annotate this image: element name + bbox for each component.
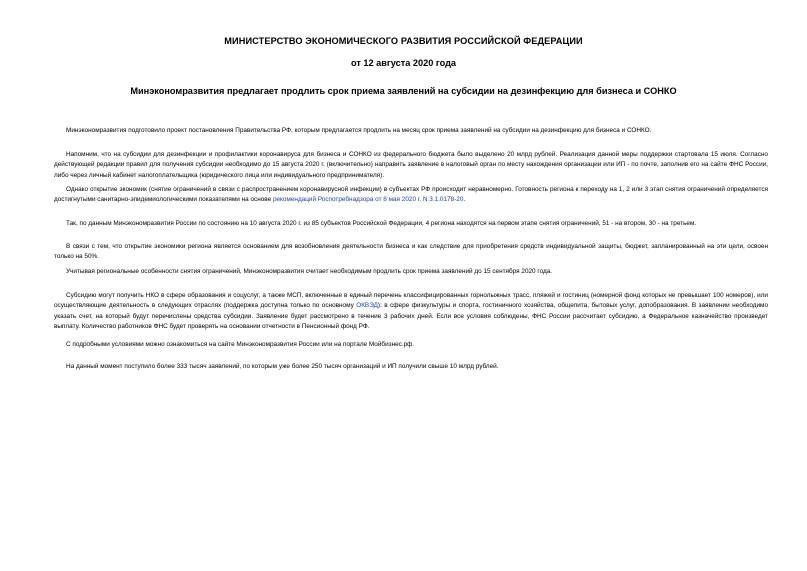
paragraph-6: Учитывая региональные особенности снятия ограничений, Минэкономразвития считает необходимым продлить срок приема заявлений до 15 сентября 2020 года. — [66, 268, 553, 275]
paragraph-5: В связи с тем, что открытие экономики региона является основанием для возобновления деятельности бизнеса и как следствие для приобретения средств индивидуальной защиты, бюджет, запланированный на эти цели, освоен только на 50%. — [54, 243, 768, 261]
paragraph-4: Так, по данным Минэкономразвития России по состоянию на 10 августа 2020 г. из 85 субъектов Российской Федерации, 4 региона находятся на первом этапе снятия ограничений, 51 - на втором, 30 - на третьем. — [66, 220, 697, 227]
paragraph-9: На данный момент поступило более 333 тысяч заявлений, по которым уже более 250 тысяч организаций и ИП получили свыше 10 млрд рублей. — [66, 363, 499, 370]
paragraph-1: Минэкономразвития подготовило проект постановления Правительства РФ, которым предлагается продлить на месяц срок приема заявлений на субсидии на дезинфекцию для бизнеса и СОНКО. — [66, 127, 652, 134]
ministry-heading: МИНИСТЕРСТВО ЭКОНОМИЧЕСКОГО РАЗВИТИЯ РОССИЙСКОЙ ФЕДЕРАЦИИ — [224, 36, 583, 46]
paragraph-7-end: ): в сфере физкультуры и спорта, гостиничного хозяйства, общепита, бытовых услуг, допобразования. В заявлении необходимо указать счет, на который будут перечислены средства субсидии. Заявление будет рассмотрено в течение 3 рабочих дней. Если все условия соблюдены, ФНС России рассчитает субсидию, а Федеральное казначейство произведет выплату. Количество работников ФНС будет проверять на основании отчетности в Пенсионный фонд РФ. — [54, 302, 768, 331]
paragraph-3-text: Однако открытие экономик (снятие ограничений в связи с распространением коронавирусной инфекции) в субъектах РФ происходит неравномерно. Готовность региона к переходу на 1, 2 или 3 этап снятия ограничений определяется достигнутыми санитарно-эпидемиологическими показателями на основе — [54, 186, 768, 204]
paragraph-7 — [54, 291, 768, 333]
paragraph-8: С подробными условиями можно ознакомиться на сайте Минэкономразвития России или на портале Мойбизнес.рф. — [66, 341, 415, 348]
document-title: Минэкономразвития предлагает продлить срок приема заявлений на субсидии на дезинфекцию для бизнеса и СОНКО — [130, 86, 677, 96]
document-date: от 12 августа 2020 года — [350, 58, 457, 68]
paragraph-2: Напомним, что на субсидии для дезинфекции и профилактики коронавируса для бизнеса и СОНКО из федерального бюджета было выделено 20 млрд рублей. Реализация данной меры поддержки стартовала 15 июля. Согласно действующей редакции правил для получения субсидии необходимо до 15 августа 2020 г. (включительно) направить заявление в налоговый орган по месту нахождения организации или ИП - по почте, заполнив его на сайте ФНС России, либо через личный кабинет налогоплательщика (юридического лица или индивидуального предпринимателя). — [54, 151, 768, 179]
paragraph-3-end: . — [463, 196, 466, 204]
okved-link[interactable]: ОКВЭД — [356, 302, 378, 310]
rospotrebnadzor-recommendations-link[interactable]: рекомендаций Роспотребнадзора от 8 мая 2020 г. N 3.1.0178-20 — [272, 196, 464, 204]
paragraph-7-text: Субсидию могут получить НКО в сфере образования и соцуслуг, а также МСП, включенные в единый перечень классифицированных горнолыжных трасс, пляжей и гостиниц (номерной фонд которых не превышает 100 номеров), или осуществляющие деятельность в следующих отраслях (поддержка доступна только по основному — [54, 292, 768, 310]
paragraph-3 — [54, 185, 768, 206]
